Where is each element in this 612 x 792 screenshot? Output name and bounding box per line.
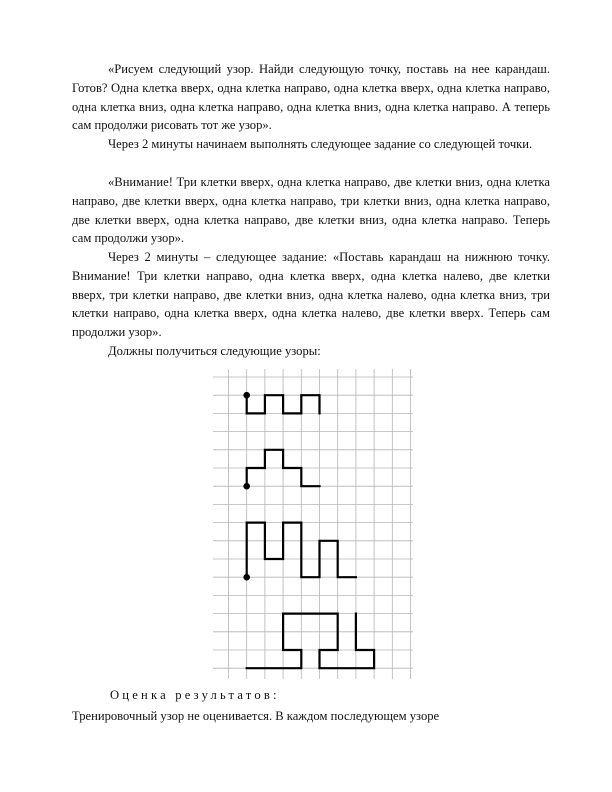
pattern-two-start-dot [243,574,250,581]
pattern-one [247,450,320,486]
paragraph-intro-pattern: «Рисуем следующий узор. Найди следующую точку, поставь на нее карандаш. Готов? Одна клетка вверх, одна клетка направо, одна клетка вверх, одна клетка направо, одна клетка вниз, одна клетка направо, одна клетка вниз, одна клетка направо. А теперь сам продолжи рисовать тот же узор». [72,62,550,133]
paragraph-attention-task: «Внимание! Три клетки вверх, одна клетка направо, две клетки вниз, одна клетка направо, две клетки вверх, одна клетка направо, три клетки вниз, одна клетка направо, две клетки вверх, одна клетка направо, две клетки вниз, одна клетка направо. Теперь сам продолжи узор». [72,175,550,246]
grid-lines [213,369,413,679]
paragraph-evaluation: Тренировочный узор не оценивается. В каждом последующем узоре [72,709,440,723]
pattern-one-start-dot [243,483,250,490]
pattern-training [247,395,320,413]
pattern-two [247,523,356,578]
pattern-training-start-dot [243,392,250,399]
section-heading-evaluation: Оценка результатов: [110,688,280,702]
pattern-three [247,614,374,669]
pattern-drawings [243,392,374,668]
paragraph-result-intro: Должны получиться следующие узоры: [108,344,321,358]
paragraph-bottom-point-task: Через 2 минуты – следующее задание: «Поставь карандаш на нижнюю точку. Внимание! Три клетки направо, одна клетка вверх, одна клетка налево, две клетки вверх, три клетки направо, две клетки вниз, одна клетка налево, одна клетка вниз, три клетки направо, одна клетка вверх, одна клетка налево, две клетки вверх. Теперь сам продолжи узор». [72,250,550,340]
paragraph-next-task: Через 2 минуты начинаем выполнять следующее задание со следующей точки. [108,137,533,151]
